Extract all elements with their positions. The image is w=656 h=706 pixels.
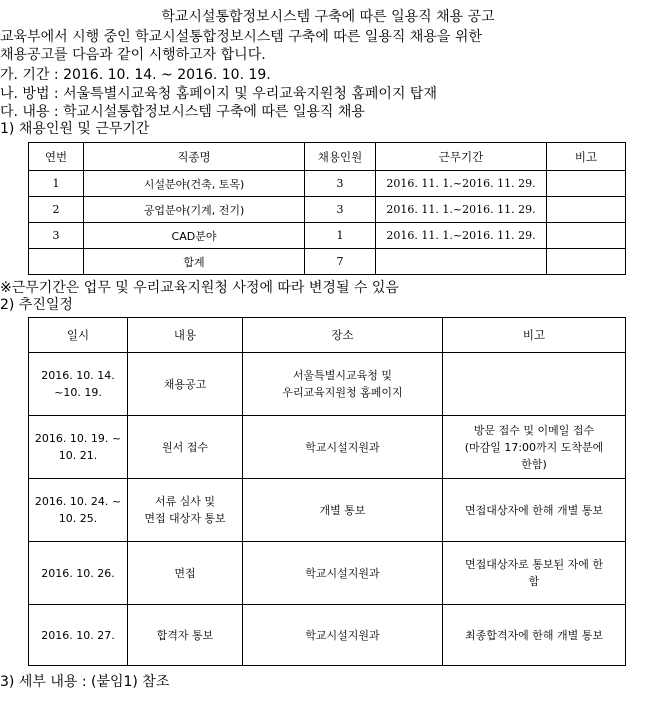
table-cell [547,249,626,275]
section-recruitment-heading: 1) 채용인원 및 근무기간 [0,121,150,137]
table-header-row [29,143,626,171]
table-row [29,605,626,666]
header-cell: 비고 [443,318,626,353]
table-cell: 3 [305,171,376,197]
table-cell: 서울특별시교육청 및 우리교육지원청 홈페이지 [243,353,443,416]
table-total-row [29,249,626,275]
table-cell: 합계 [84,249,305,275]
table-cell [547,197,626,223]
table-cell: 최종합격자에 한해 개별 통보 [443,605,626,666]
table-row [29,223,626,249]
table-cell: 학교시설지원과 [243,605,443,666]
table-cell: 2016. 10. 14. ~10. 19. [29,353,128,416]
table-cell: 2016. 11. 1.~2016. 11. 29. [376,223,547,249]
table-cell: 3 [305,197,376,223]
table-cell: 합격자 통보 [128,605,243,666]
page-title: 학교시설통합정보시스템 구축에 따른 일용직 채용 공고 [161,9,495,25]
table-cell: 1 [29,171,84,197]
table-cell: 면접대상자에 한해 개별 통보 [443,479,626,542]
table-cell: 2 [29,197,84,223]
table-cell: CAD분야 [84,223,305,249]
table-cell: 개별 통보 [243,479,443,542]
table-cell: 채용공고 [128,353,243,416]
table-row [29,171,626,197]
header-cell: 내용 [128,318,243,353]
header-cell: 채용인원 [305,143,376,171]
table-cell: 1 [305,223,376,249]
table-cell [443,353,626,416]
table-cell: 2016. 10. 26. [29,542,128,605]
table-cell: 면접대상자로 통보된 자에 한 함 [443,542,626,605]
table-cell: 2016. 11. 1.~2016. 11. 29. [376,197,547,223]
item-method: 나. 방법 : 서울특별시교육청 홈페이지 및 우리교육지원청 홈페이지 탑재 [0,86,437,102]
table-row [29,479,626,542]
item-period: 가. 기간 : 2016. 10. 14. ~ 2016. 10. 19. [0,67,271,83]
item-content: 다. 내용 : 학교시설통합정보시스템 구축에 따른 일용직 채용 [0,104,365,120]
table-cell: 시설분야(건축, 토목) [84,171,305,197]
table-cell: 원서 접수 [128,416,243,479]
header-cell: 비고 [547,143,626,171]
table-row [29,197,626,223]
table-cell [547,171,626,197]
table-cell [29,249,84,275]
table-cell: 면접 [128,542,243,605]
table-row [29,542,626,605]
recruitment-table [28,142,626,275]
table-cell: 2016. 11. 1.~2016. 11. 29. [376,171,547,197]
section-schedule-heading: 2) 추진일정 [0,297,73,313]
table-cell [547,223,626,249]
table-cell: 공업분야(기계, 전기) [84,197,305,223]
work-period-note: ※근무기간은 업무 및 우리교육지원청 사정에 따라 변경될 수 있음 [0,280,399,296]
table-cell: 서류 심사 및 면접 대상자 통보 [128,479,243,542]
table-cell: 학교시설지원과 [243,542,443,605]
intro-line-2: 채용공고를 다음과 같이 시행하고자 합니다. [0,47,266,63]
header-cell: 근무기간 [376,143,547,171]
table-cell [376,249,547,275]
table-row [29,353,626,416]
table-header-row [29,318,626,353]
table-cell: 3 [29,223,84,249]
header-cell: 일시 [29,318,128,353]
header-cell: 장소 [243,318,443,353]
table-cell: 7 [305,249,376,275]
table-cell: 2016. 10. 19. ~ 10. 21. [29,416,128,479]
table-cell: 학교시설지원과 [243,416,443,479]
header-cell: 직종명 [84,143,305,171]
table-cell: 2016. 10. 24. ~ 10. 25. [29,479,128,542]
table-cell: 방문 접수 및 이메일 접수 (마감일 17:00까지 도착분에 한함) [443,416,626,479]
intro-line-1: 교육부에서 시행 중인 학교시설통합정보시스템 구축에 따른 일용직 채용을 위한 [0,29,482,45]
header-cell: 연번 [29,143,84,171]
schedule-table [28,317,626,666]
table-cell: 2016. 10. 27. [29,605,128,666]
table-row [29,416,626,479]
section-details-heading: 3) 세부 내용 : (붙임1) 참조 [0,674,170,690]
